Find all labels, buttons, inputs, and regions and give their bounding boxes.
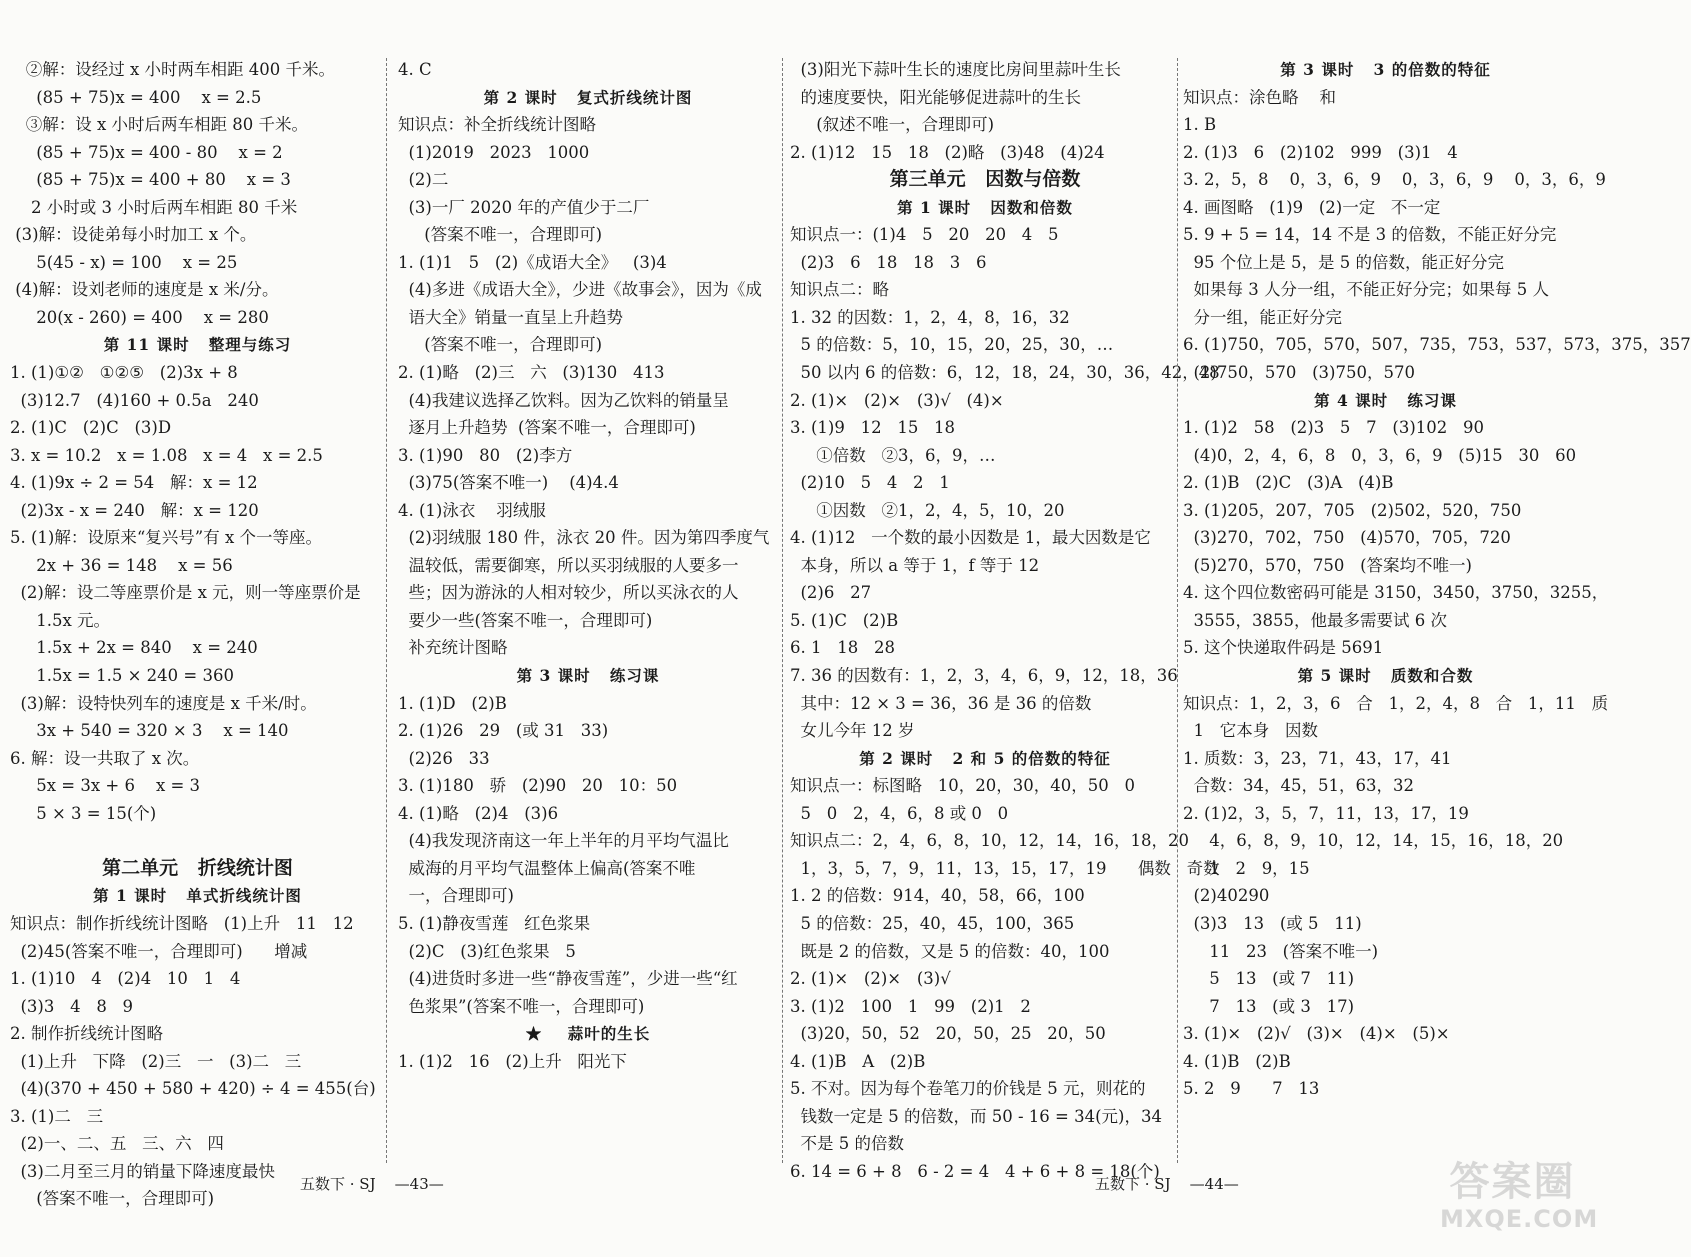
answer-line: 威海的月平均气温整体上偏高(答案不唯 xyxy=(398,858,696,878)
answer-line: 5. 这个快递取件码是 5691 xyxy=(1183,638,1384,658)
answer-line: 1. (1)2 58 (2)3 5 7 (3)102 90 xyxy=(1183,418,1484,438)
answer-line: 4. (1)9x ÷ 2 = 54 解：x = 12 xyxy=(10,473,258,493)
answer-line: (5)270，570，750 (答案均不唯一) xyxy=(1183,555,1472,575)
answer-line: 6. 1 18 28 xyxy=(790,638,895,658)
answer-line: 1. (1)1 5 (2)《成语大全》 (3)4 xyxy=(398,252,667,272)
answer-line: (叙述不唯一，合理即可) xyxy=(790,115,995,135)
answer-line: 不是 5 的倍数 xyxy=(790,1134,904,1154)
answer-line: 11 23 (答案不唯一) xyxy=(1183,941,1379,961)
answer-line: 3. (1)205，207，705 (2)502，520，750 xyxy=(1183,500,1522,520)
answer-line: (3)3 13 (或 5 11) xyxy=(1183,913,1362,933)
answer-line: 1. B xyxy=(1183,115,1217,135)
answer-line: 1. (1)D (2)B xyxy=(398,693,507,713)
watermark-logo xyxy=(1440,1150,1599,1245)
answer-line: 4. (1)泳衣 羽绒服 xyxy=(398,500,546,520)
lesson-heading: 第 1 课时 单式折线统计图 xyxy=(93,886,302,906)
answer-line: (3)3 4 8 9 xyxy=(10,996,134,1016)
answer-line: 知识点：补全折线统计图略 xyxy=(398,115,596,135)
answer-line: (4)0，2，4，6，8 0，3，6，9 (5)15 30 60 xyxy=(1183,445,1577,465)
answer-line: 2. (1)× (2)× (3)√ (4)× xyxy=(790,390,1004,410)
answer-line: 20(x - 260) = 400 x = 280 xyxy=(10,307,269,327)
answer-line: 5 的倍数：25，40，45，100，365 xyxy=(790,913,1075,933)
answer-line: 2. (1)26 29 (或 31 33) xyxy=(398,721,609,741)
answer-line: 2. (1)C (2)C (3)D xyxy=(10,418,172,438)
answer-line: ①倍数 ②3，6，9，… xyxy=(790,445,996,465)
answer-line: 95 个位上是 5，是 5 的倍数，能正好分完 xyxy=(1183,252,1504,272)
answer-line: 语大全》销量一直呈上升趋势 xyxy=(398,307,623,327)
answer-line: (2)3x - x = 240 解：x = 120 xyxy=(10,500,259,520)
answer-line: (2)26 33 xyxy=(398,748,490,768)
answer-line: 知识点：制作折线统计图略 (1)上升 11 12 xyxy=(10,913,354,933)
answer-line: 其中：12 × 3 = 36，36 是 36 的倍数 xyxy=(790,693,1092,713)
answer-line: 5. (1)C (2)B xyxy=(790,610,899,630)
answer-line: (1)2019 2023 1000 xyxy=(398,142,590,162)
answer-line: 女儿今年 12 岁 xyxy=(790,721,915,741)
lesson-heading: 第 11 课时 整理与练习 xyxy=(103,335,292,355)
page-footer-right: 五数下 · SJ —44— xyxy=(1095,1175,1239,1193)
answer-line: 逐月上升趋势 (答案不唯一，合理即可) xyxy=(398,418,696,438)
answer-line: 4. (1)略 (2)4 (3)6 xyxy=(398,803,559,823)
lesson-heading: 第 3 课时 3 的倍数的特征 xyxy=(1280,60,1491,79)
answer-line: 1 它本身 因数 xyxy=(1183,721,1318,741)
lesson-heading: 第 2 课时 复式折线统计图 xyxy=(483,87,693,107)
answer-line: 3. (1)180 骄 (2)90 20 10：50 xyxy=(398,776,678,796)
answer-line: 知识点：1，2，3，6 合 1，2，4，8 合 1，11 质 xyxy=(1183,693,1609,713)
watermark-url: MXQE.COM xyxy=(1440,1205,1599,1233)
answer-line: (3)一厂 2020 年的产值少于二厂 xyxy=(398,197,650,217)
column-2 xyxy=(398,56,778,1075)
answer-line: 4. 画图略 (1)9 (2)一定 不一定 xyxy=(1183,197,1441,217)
answer-line: (3)20，50，52 20，50，25 20，50 xyxy=(790,1024,1106,1044)
answer-line: 3. x = 10.2 x = 1.08 x = 4 x = 2.5 xyxy=(10,445,323,465)
answer-line: 3. (1)90 80 (2)李方 xyxy=(398,445,573,465)
answer-line xyxy=(10,827,385,855)
column-4 xyxy=(1183,56,1691,1103)
answer-line: 5 0 2，4，6，8 或 0 0 xyxy=(790,803,1009,823)
answer-line: 1 2 9，15 xyxy=(1183,858,1310,878)
answer-line: 3555，3855，他最多需要试 6 次 xyxy=(1183,610,1447,630)
answer-line: 7. 36 的因数有：1，2，3，4，6，9，12，18，36 xyxy=(790,666,1178,686)
column-3 xyxy=(790,56,1220,1185)
answer-line: (4)进货时多进一些“静夜雪莲”，少进一些“红 xyxy=(398,969,738,989)
answer-line: (3)二月至三月的销量下降速度最快 xyxy=(10,1161,275,1181)
answer-line: (1)上升 下降 (2)三 一 (3)二 三 xyxy=(10,1051,302,1071)
answer-line: 补充统计图略 xyxy=(398,638,508,658)
answer-line: 5. 2 9 7 13 xyxy=(1183,1079,1320,1099)
answer-line: (3)解：设特快列车的速度是 x 千米/时。 xyxy=(10,693,317,713)
answer-line: 6. 14 = 6 + 8 6 - 2 = 4 4 + 6 + 8 = 18(个) xyxy=(790,1161,1160,1181)
answer-line: 4. C xyxy=(398,60,432,79)
answer-line: 1. 质数：3，23，71，43，17，41 xyxy=(1183,748,1452,768)
answer-line: 的速度要快，阳光能够促进蒜叶的生长 xyxy=(790,87,1081,107)
answer-line: (2)10 5 4 2 1 xyxy=(790,473,950,493)
answer-line: (2)3 6 18 18 3 6 xyxy=(790,252,987,272)
answer-line: 4. (1)B (2)B xyxy=(1183,1051,1291,1071)
answer-line: 6. 解：设一共取了 x 次。 xyxy=(10,748,200,768)
watermark-text: 答案圈 xyxy=(1449,1159,1576,1205)
answer-line: ①因数 ②1，2，4，5，10，20 xyxy=(790,500,1065,520)
answer-line: 1，3，5，7，9，11，13，15，17，19 偶数 奇数 xyxy=(790,858,1220,878)
answer-line: (3)阳光下蒜叶生长的速度比房间里蒜叶生长 xyxy=(790,60,1121,79)
answer-line: (4)我建议选择乙饮料。因为乙饮料的销量呈 xyxy=(398,390,729,410)
answer-line: (2)750，570 (3)750，570 xyxy=(1183,363,1415,383)
answer-line: 1. 32 的因数：1，2，4，8，16，32 xyxy=(790,307,1070,327)
answer-line: (3)解：设徒弟每小时加工 x 个。 xyxy=(10,225,257,245)
answer-line: 2x + 36 = 148 x = 56 xyxy=(10,555,233,575)
answer-line: 2. (1)略 (2)三 六 (3)130 413 xyxy=(398,363,665,383)
answer-line: 2. (1)B (2)C (3)A (4)B xyxy=(1183,473,1394,493)
answer-line: 4. 这个四位数密码可能是 3150，3450，3750，3255， xyxy=(1183,583,1609,603)
answer-line: 6. (1)750，705，570，507，735，753，537，573，375，357 xyxy=(1183,335,1691,355)
answer-line: (4)(370 + 450 + 580 + 420) ÷ 4 = 455(台) xyxy=(10,1079,376,1099)
answer-line: (4)解：设刘老师的速度是 x 米/分。 xyxy=(10,280,279,300)
answer-line: 5 × 3 = 15(个) xyxy=(10,803,157,823)
answer-line: (85 + 75)x = 400 x = 2.5 xyxy=(10,87,262,107)
answer-line: 3x + 540 = 320 × 3 x = 140 xyxy=(10,721,289,741)
answer-line: (2)一、二、五 三、六 四 xyxy=(10,1134,224,1154)
answer-line: 5 的倍数：5，10，15，20，25，30，… xyxy=(790,335,1114,355)
answer-line: 7 13 (或 3 17) xyxy=(1183,996,1355,1016)
answer-line: 一，合理即可) xyxy=(398,886,514,906)
answer-line: 知识点：涂色略 和 xyxy=(1183,87,1336,107)
answer-line: 5. 不对。因为每个卷笔刀的价钱是 5 元，则花的 xyxy=(790,1079,1146,1099)
answer-line: 知识点二：2，4，6，8，10，12，14，16，18，20 xyxy=(790,831,1189,851)
answer-line: 4，6，8，9，10，12，14，15，16，18，20 xyxy=(1183,831,1564,851)
answer-line: (4)我发现济南这一年上半年的月平均气温比 xyxy=(398,831,729,851)
column-divider xyxy=(782,58,783,1163)
unit-heading: 第三单元 因数与倍数 xyxy=(889,168,1081,191)
column-divider xyxy=(386,58,387,1163)
answer-line: (2)45(答案不唯一，合理即可) 增减 xyxy=(10,941,308,961)
answer-line: 3. (1)二 三 xyxy=(10,1106,104,1126)
answer-line: (3)270，702，750 (4)570，705，720 xyxy=(1183,528,1511,548)
answer-line: 知识点一：标图略 10，20，30，40，50 0 xyxy=(790,776,1135,796)
answer-line: 本身，所以 a 等于 1，f 等于 12 xyxy=(790,555,1040,575)
answer-line: 5. 9 + 5 = 14，14 不是 3 的倍数，不能正好分完 xyxy=(1183,225,1557,245)
answer-line: 5(45 - x) = 100 x = 25 xyxy=(10,252,238,272)
answer-line: 知识点一：(1)4 5 20 20 4 5 xyxy=(790,225,1059,245)
answer-line: 既是 2 的倍数，又是 5 的倍数：40，100 xyxy=(790,941,1110,961)
answer-line: 1. (1)2 16 (2)上升 阳光下 xyxy=(398,1051,627,1071)
column-1 xyxy=(10,56,385,1213)
answer-line: 2. 制作折线统计图略 xyxy=(10,1024,163,1044)
answer-line: 1. (1)①② ①②⑤ (2)3x + 8 xyxy=(10,363,238,383)
answer-line: 50 以内 6 的倍数：6，12，18，24，30，36，42，48 xyxy=(790,363,1220,383)
answer-line: (85 + 75)x = 400 - 80 x = 2 xyxy=(10,142,283,162)
answer-line: (2)解：设二等座票价是 x 元，则一等座票价是 xyxy=(10,583,361,603)
answer-line: 1.5x 元。 xyxy=(10,610,111,630)
answer-line: 要少一些(答案不唯一，合理即可) xyxy=(398,610,653,630)
answer-line: 5x = 3x + 6 x = 3 xyxy=(10,776,201,796)
answer-line: (3)12.7 (4)160 + 0.5a 240 xyxy=(10,390,259,410)
answer-line: 5 13 (或 7 11) xyxy=(1183,969,1355,989)
answer-line: 4. (1)B A (2)B xyxy=(790,1051,926,1071)
lesson-heading: 第 4 课时 练习课 xyxy=(1314,390,1457,410)
answer-line: (2)二 xyxy=(398,170,449,190)
answer-line: 3. (1)9 12 15 18 xyxy=(790,418,956,438)
answer-line: (2)6 27 xyxy=(790,583,872,603)
lesson-heading: 第 1 课时 因数和倍数 xyxy=(897,197,1073,217)
answer-line: 5. (1)静夜雪莲 红色浆果 xyxy=(398,913,591,933)
answer-line: 2 小时或 3 小时后两车相距 80 千米 xyxy=(10,197,298,217)
answer-line: (2)C (3)红色浆果 5 xyxy=(398,941,576,961)
answer-line: 2. (1)12 15 18 (2)略 (3)48 (4)24 xyxy=(790,142,1105,162)
answer-line: 3. 2，5，8 0，3，6，9 0，3，6，9 0，3，6，9 xyxy=(1183,170,1606,190)
answer-line: 知识点二：略 xyxy=(790,280,889,300)
column-divider xyxy=(1177,58,1178,1163)
answer-line: 分一组，能正好分完 xyxy=(1183,307,1342,327)
answer-line: 3. (1)× (2)√ (3)× (4)× (5)× xyxy=(1183,1024,1450,1044)
answer-line: 4. (1)12 一个数的最小因数是 1，最大因数是它 xyxy=(790,528,1151,548)
answer-line: (答案不唯一，合理即可) xyxy=(398,225,603,245)
page-footer-left: 五数下 · SJ —43— xyxy=(300,1175,444,1193)
answer-line: 些；因为游泳的人相对较少，所以买泳衣的人 xyxy=(398,583,739,603)
answer-line: 1. (1)10 4 (2)4 10 1 4 xyxy=(10,969,241,989)
lesson-heading: 第 3 课时 练习课 xyxy=(516,666,660,686)
lesson-heading: ★ 蒜叶的生长 xyxy=(525,1024,651,1044)
lesson-heading: 第 5 课时 质数和合数 xyxy=(1297,666,1474,686)
answer-line: 1.5x + 2x = 840 x = 240 xyxy=(10,638,258,658)
answer-line: 钱数一定是 5 的倍数，而 50 - 16 = 34(元)，34 xyxy=(790,1106,1162,1126)
answer-line: ③解：设 x 小时后两车相距 80 千米。 xyxy=(10,115,309,135)
answer-line: 3. (1)2 100 1 99 (2)1 2 xyxy=(790,996,1031,1016)
answer-line: 色浆果”(答案不唯一，合理即可) xyxy=(398,996,645,1016)
answer-line: (4)多进《成语大全》，少进《故事会》，因为《成 xyxy=(398,280,762,300)
lesson-heading: 第 2 课时 2 和 5 的倍数的特征 xyxy=(859,748,1111,768)
answer-line: 2. (1)3 6 (2)102 999 (3)1 4 xyxy=(1183,142,1458,162)
answer-line: (85 + 75)x = 400 + 80 x = 3 xyxy=(10,170,291,190)
answer-line: 1. 2 的倍数：914，40，58，66，100 xyxy=(790,886,1085,906)
answer-line: 1.5x = 1.5 × 240 = 360 xyxy=(10,666,234,686)
answer-line: (2)羽绒服 180 件，泳衣 20 件。因为第四季度气 xyxy=(398,528,770,548)
answer-line: (2)40290 xyxy=(1183,886,1270,906)
unit-heading: 第二单元 折线统计图 xyxy=(102,856,293,879)
answer-line: 2. (1)× (2)× (3)√ xyxy=(790,969,951,989)
answer-line: 5. (1)解：设原来“复兴号”有 x 个一等座。 xyxy=(10,528,323,548)
answer-line: ②解：设经过 x 小时两车相距 400 千米。 xyxy=(10,60,336,79)
answer-line: (3)75(答案不唯一) (4)4.4 xyxy=(398,473,619,493)
answer-line: (答案不唯一，合理即可) xyxy=(10,1189,215,1209)
answer-line: 如果每 3 人分一组，不能正好分完；如果每 5 人 xyxy=(1183,280,1549,300)
answer-line: 2. (1)2，3，5，7，11，13，17，19 xyxy=(1183,803,1469,823)
answer-line: 温较低，需要御寒，所以买羽绒服的人要多一 xyxy=(398,555,739,575)
answer-line: 合数：34，45，51，63，32 xyxy=(1183,776,1414,796)
answer-line: (答案不唯一，合理即可) xyxy=(398,335,603,355)
